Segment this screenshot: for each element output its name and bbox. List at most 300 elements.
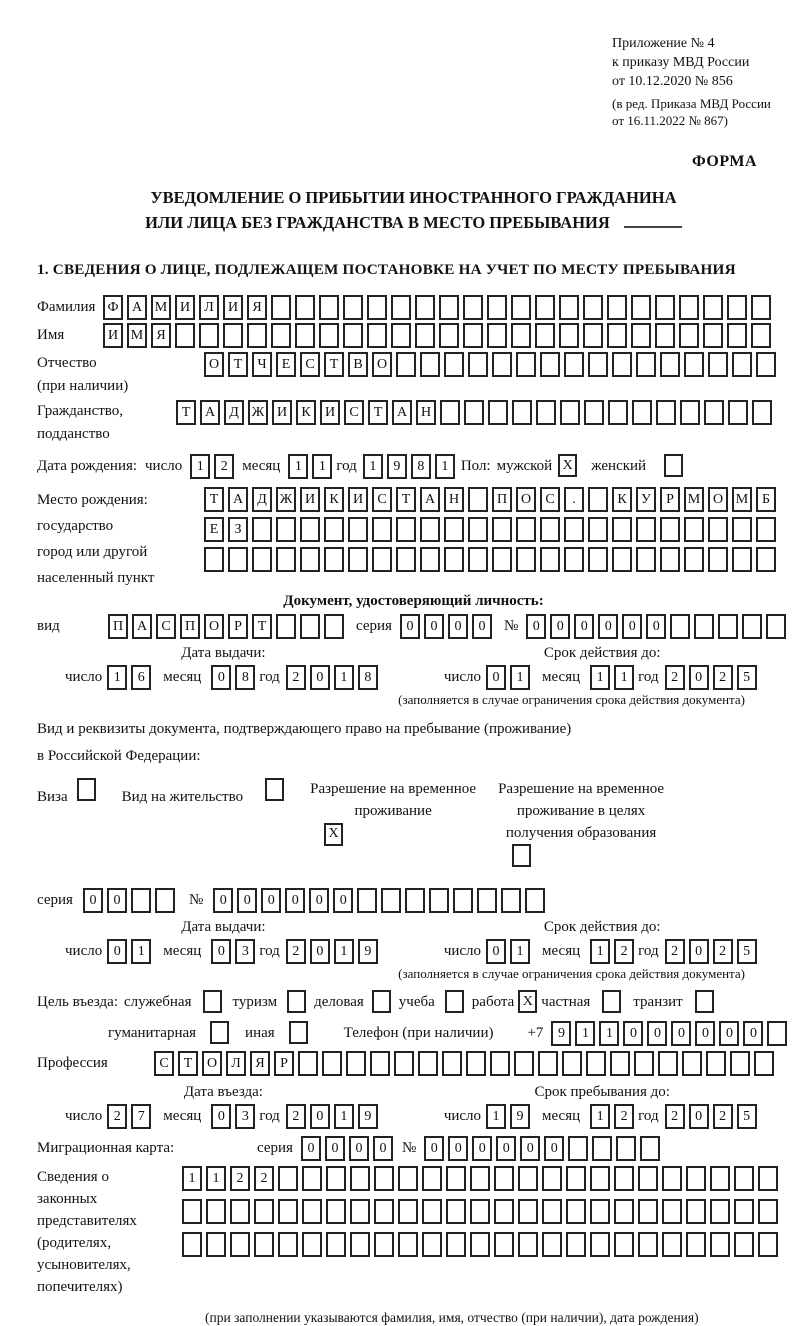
birthplace-grid-row3[interactable] [204, 547, 780, 572]
char-cell: 0 [526, 614, 546, 639]
char-cell: М [127, 323, 147, 348]
char-cell: 1 [131, 939, 151, 964]
char-cell [710, 1232, 730, 1257]
char-cell [357, 888, 377, 913]
purpose-other-checkbox[interactable] [289, 1021, 308, 1044]
char-cell [616, 1136, 636, 1161]
char-cell [636, 352, 656, 377]
char-cell: 0 [310, 1104, 330, 1129]
birth-month-grid[interactable] [288, 454, 336, 479]
char-cell [446, 1199, 466, 1224]
char-cell [415, 295, 435, 320]
char-cell [562, 1051, 582, 1076]
purpose-humanitarian-label: гуманитарная [108, 1025, 197, 1041]
surname-row [37, 295, 790, 320]
char-cell [326, 1166, 346, 1191]
char-cell: Р [228, 614, 248, 639]
char-cell: О [204, 614, 224, 639]
char-cell [730, 1051, 750, 1076]
char-cell: Я [250, 1051, 270, 1076]
residence-issue-month-grid[interactable] [211, 939, 259, 964]
char-cell: 2 [665, 939, 685, 964]
residence-permit-label: Вид на жительство [121, 789, 244, 805]
stay-day-grid[interactable] [486, 1104, 534, 1129]
char-cell [453, 888, 473, 913]
purpose-1-checkbox[interactable] [287, 990, 306, 1013]
char-cell [446, 1232, 466, 1257]
char-cell: 0 [496, 1136, 516, 1161]
purpose-3-checkbox[interactable] [445, 990, 464, 1013]
char-cell [295, 323, 315, 348]
day-label: число [65, 1108, 103, 1124]
purpose-3-label: учеба [398, 994, 435, 1010]
purpose-6-label: транзит [633, 994, 683, 1010]
char-cell: Д [224, 400, 244, 425]
char-cell [638, 1199, 658, 1224]
char-cell: 1 [288, 454, 308, 479]
char-cell: 0 [310, 665, 330, 690]
char-cell [463, 323, 483, 348]
char-cell: С [156, 614, 176, 639]
char-cell: 0 [486, 665, 506, 690]
patronymic-grid[interactable] [204, 352, 780, 377]
purpose-2-checkbox[interactable] [372, 990, 391, 1013]
representatives-grids [182, 1166, 790, 1262]
birthplace-grid-row1[interactable] [204, 487, 780, 512]
char-cell [592, 1136, 612, 1161]
char-cell [494, 1232, 514, 1257]
char-cell [199, 323, 219, 348]
char-cell [444, 517, 464, 542]
section1-heading: 1. СВЕДЕНИЯ О ЛИЦЕ, ПОДЛЕЖАЩЕМ ПОСТАНОВКЕ НА УЧЕТ ПО МЕСТУ ПРЕБЫВАНИЯ [37, 261, 736, 278]
char-cell: 6 [131, 665, 151, 690]
char-cell: 2 [614, 939, 634, 964]
entry-day-grid[interactable] [107, 1104, 155, 1129]
char-cell [391, 295, 411, 320]
char-cell: 0 [424, 1136, 444, 1161]
birth-day-grid[interactable] [190, 454, 238, 479]
visa-checkbox[interactable] [77, 778, 96, 801]
char-cell: 0 [211, 1104, 231, 1129]
char-cell [230, 1199, 250, 1224]
stay-year-grid[interactable] [665, 1104, 761, 1129]
char-cell [477, 888, 497, 913]
char-cell: 0 [237, 888, 257, 913]
char-cell: Т [396, 487, 416, 512]
char-cell [230, 1232, 250, 1257]
char-cell [298, 1051, 318, 1076]
char-cell [703, 295, 723, 320]
char-cell [278, 1166, 298, 1191]
char-cell [278, 1232, 298, 1257]
char-cell [487, 323, 507, 348]
surname-grid[interactable] [103, 295, 775, 320]
entry-dates [37, 1084, 790, 1129]
char-cell [734, 1199, 754, 1224]
char-cell [542, 1199, 562, 1224]
birthdate-label: Дата рождения: [37, 458, 138, 474]
char-cell [684, 352, 704, 377]
char-cell [300, 614, 320, 639]
char-cell [542, 1232, 562, 1257]
char-cell [518, 1199, 538, 1224]
char-cell: А [132, 614, 152, 639]
char-cell [350, 1166, 370, 1191]
appendix-line: Приложение № 4 [612, 36, 715, 51]
char-cell [374, 1232, 394, 1257]
male-checkbox[interactable]: X [558, 454, 577, 477]
char-cell [636, 517, 656, 542]
char-cell: 2 [230, 1166, 250, 1191]
char-cell: 7 [131, 1104, 151, 1129]
char-cell [655, 295, 675, 320]
char-cell [418, 1051, 438, 1076]
identity-issue-month-grid[interactable] [211, 665, 259, 690]
char-cell [632, 400, 652, 425]
char-cell: 0 [671, 1021, 691, 1046]
char-cell: О [372, 352, 392, 377]
char-cell: 0 [424, 614, 444, 639]
year-label: год [259, 1108, 280, 1124]
identity-valid-month-grid[interactable] [590, 665, 638, 690]
char-cell [734, 1166, 754, 1191]
char-cell: 2 [713, 939, 733, 964]
char-cell [660, 547, 680, 572]
entry-year-grid[interactable] [286, 1104, 382, 1129]
char-cell [559, 295, 579, 320]
purpose-4-label: работа [471, 994, 515, 1010]
residence-number-grid[interactable] [213, 888, 549, 913]
char-cell [468, 547, 488, 572]
char-cell [656, 400, 676, 425]
char-cell [468, 487, 488, 512]
char-cell [324, 614, 344, 639]
char-cell: 9 [510, 1104, 530, 1129]
char-cell [631, 295, 651, 320]
edu-residence-option [498, 778, 664, 874]
char-cell [516, 517, 536, 542]
char-cell: 2 [286, 1104, 306, 1129]
char-cell: У [636, 487, 656, 512]
char-cell [501, 888, 521, 913]
visa-label: Виза [37, 789, 68, 805]
char-cell [583, 323, 603, 348]
char-cell [742, 614, 762, 639]
char-cell [276, 614, 296, 639]
char-cell [710, 1199, 730, 1224]
residence-dates [37, 919, 790, 964]
mc-series-label: серия [257, 1140, 293, 1156]
residence-valid-year-grid[interactable] [665, 939, 761, 964]
char-cell [751, 295, 771, 320]
month-label: месяц [163, 669, 202, 685]
female-checkbox[interactable] [664, 454, 683, 477]
char-cell: 2 [665, 1104, 685, 1129]
char-cell: 2 [286, 939, 306, 964]
char-cell: И [272, 400, 292, 425]
char-cell [204, 547, 224, 572]
char-cell [766, 614, 786, 639]
identity-issue-group [65, 645, 382, 690]
char-cell: 0 [622, 614, 642, 639]
char-cell [607, 323, 627, 348]
name-grid[interactable] [103, 323, 775, 348]
char-cell: 1 [190, 454, 210, 479]
char-cell [612, 517, 632, 542]
representatives-grid-row3[interactable] [182, 1232, 782, 1257]
char-cell [684, 547, 704, 572]
char-cell [346, 1051, 366, 1076]
char-cell [662, 1199, 682, 1224]
char-cell [588, 487, 608, 512]
char-cell: 3 [235, 939, 255, 964]
char-cell: Т [228, 352, 248, 377]
char-cell [444, 547, 464, 572]
char-cell: Ж [276, 487, 296, 512]
char-cell [734, 1232, 754, 1257]
visa-option [37, 778, 96, 808]
char-cell: Я [151, 323, 171, 348]
char-cell [494, 1166, 514, 1191]
char-cell [540, 547, 560, 572]
entry-date-title: Дата въезда: [183, 1084, 263, 1100]
char-cell: О [516, 487, 536, 512]
char-cell [223, 323, 243, 348]
char-cell: 1 [590, 1104, 610, 1129]
char-cell: Л [226, 1051, 246, 1076]
appendix-line: к приказу МВД России [612, 55, 750, 70]
char-cell: 1 [334, 939, 354, 964]
char-cell: А [200, 400, 220, 425]
representatives-grid-row2[interactable] [182, 1199, 782, 1224]
char-cell [588, 547, 608, 572]
char-cell [492, 517, 512, 542]
residence-series-grid[interactable] [83, 888, 179, 913]
name-label: Имя [37, 327, 65, 343]
char-cell: . [564, 487, 584, 512]
char-cell: С [154, 1051, 174, 1076]
identity-number-label: № [503, 618, 519, 634]
char-cell [525, 888, 545, 913]
char-cell: М [684, 487, 704, 512]
month-label: месяц [163, 1108, 202, 1124]
char-cell [540, 517, 560, 542]
valid-until-title: Срок действия до: [543, 645, 661, 661]
profession-grid[interactable] [154, 1051, 778, 1076]
char-cell [374, 1199, 394, 1224]
year-label: год [638, 943, 659, 959]
char-cell: 0 [400, 614, 420, 639]
char-cell [466, 1051, 486, 1076]
char-cell [228, 547, 248, 572]
residence-permit-option [122, 778, 284, 808]
char-cell [439, 295, 459, 320]
char-cell [319, 295, 339, 320]
char-cell: 0 [689, 1104, 709, 1129]
purpose-humanitarian-checkbox[interactable] [210, 1021, 229, 1044]
char-cell: 3 [235, 1104, 255, 1129]
identity-type-grid[interactable] [108, 614, 348, 639]
char-cell [614, 1166, 634, 1191]
birthplace-grid-row2[interactable] [204, 517, 780, 542]
edu-residence-label: Разрешение на временное проживание в целях получения образования [498, 781, 665, 841]
char-cell [254, 1199, 274, 1224]
char-cell [680, 400, 700, 425]
char-cell [182, 1199, 202, 1224]
edu-residence-checkbox[interactable] [512, 844, 531, 867]
char-cell: 2 [286, 665, 306, 690]
char-cell [638, 1232, 658, 1257]
citizenship-grid[interactable] [176, 400, 776, 425]
char-cell: Н [444, 487, 464, 512]
char-cell [343, 323, 363, 348]
identity-issue-day-grid[interactable] [107, 665, 155, 690]
char-cell: 0 [719, 1021, 739, 1046]
char-cell [583, 295, 603, 320]
char-cell [468, 517, 488, 542]
profession-label: Профессия [37, 1055, 108, 1071]
char-cell: 0 [310, 939, 330, 964]
char-cell: 1 [510, 939, 530, 964]
month-label: месяц [163, 943, 202, 959]
char-cell: Т [252, 614, 272, 639]
char-cell: М [151, 295, 171, 320]
identity-valid-day-grid[interactable] [486, 665, 534, 690]
char-cell [684, 517, 704, 542]
char-cell [538, 1051, 558, 1076]
residence-permit-checkbox[interactable] [265, 778, 284, 801]
purpose-5-label: частная [541, 994, 591, 1010]
purpose-4-checkbox[interactable]: X [518, 990, 537, 1013]
char-cell [420, 352, 440, 377]
purpose-0-checkbox[interactable] [203, 990, 222, 1013]
residence-issue-day-grid[interactable] [107, 939, 155, 964]
char-cell: 0 [689, 939, 709, 964]
char-cell [488, 400, 508, 425]
char-cell [708, 547, 728, 572]
residence-valid-day-grid[interactable] [486, 939, 534, 964]
char-cell [636, 547, 656, 572]
char-cell: 0 [333, 888, 353, 913]
char-cell [511, 295, 531, 320]
char-cell [631, 323, 651, 348]
identity-number-grid[interactable] [526, 614, 790, 639]
char-cell [590, 1166, 610, 1191]
year-label: год [336, 458, 357, 474]
char-cell [686, 1232, 706, 1257]
birth-year-grid[interactable] [363, 454, 459, 479]
purpose-5-checkbox[interactable] [602, 990, 621, 1013]
char-cell: 1 [334, 665, 354, 690]
char-cell [295, 295, 315, 320]
char-cell: 1 [312, 454, 332, 479]
stay-month-grid[interactable] [590, 1104, 638, 1129]
representatives-grid-row1[interactable] [182, 1166, 782, 1191]
char-cell [319, 323, 339, 348]
char-cell [679, 295, 699, 320]
residence-valid-month-grid[interactable] [590, 939, 638, 964]
char-cell: В [348, 352, 368, 377]
char-cell: 9 [387, 454, 407, 479]
char-cell: 0 [647, 1021, 667, 1046]
identity-series-grid[interactable] [400, 614, 496, 639]
identity-issue-year-grid[interactable] [286, 665, 382, 690]
char-cell: 1 [599, 1021, 619, 1046]
char-cell: Ж [248, 400, 268, 425]
mc-number-grid[interactable] [424, 1136, 664, 1161]
char-cell [420, 547, 440, 572]
phone-grid[interactable] [551, 1021, 791, 1046]
purpose-2-label: деловая [314, 994, 364, 1010]
char-cell: 5 [737, 665, 757, 690]
char-cell: 1 [363, 454, 383, 479]
char-cell: 0 [574, 614, 594, 639]
char-cell [276, 547, 296, 572]
month-label: месяц [542, 669, 581, 685]
char-cell [343, 295, 363, 320]
char-cell [588, 352, 608, 377]
char-cell: 0 [448, 614, 468, 639]
residence-issue-year-grid[interactable] [286, 939, 382, 964]
char-cell: Т [204, 487, 224, 512]
purpose-6-checkbox[interactable] [695, 990, 714, 1013]
char-cell [278, 1199, 298, 1224]
char-cell: Е [276, 352, 296, 377]
char-cell [302, 1232, 322, 1257]
char-cell: 1 [107, 665, 127, 690]
mc-series-grid[interactable] [301, 1136, 397, 1161]
purpose-1-label: туризм [232, 994, 278, 1010]
char-cell: Д [252, 487, 272, 512]
char-cell [566, 1166, 586, 1191]
residence-series-label: серия [37, 892, 73, 908]
stay-until-group [444, 1084, 761, 1129]
char-cell: И [300, 487, 320, 512]
char-cell [350, 1232, 370, 1257]
char-cell [300, 517, 320, 542]
char-cell [252, 517, 272, 542]
entry-month-grid[interactable] [211, 1104, 259, 1129]
char-cell: И [348, 487, 368, 512]
birthplace-block [37, 487, 790, 591]
char-cell: 0 [689, 665, 709, 690]
char-cell [718, 614, 738, 639]
char-cell: С [344, 400, 364, 425]
char-cell: А [392, 400, 412, 425]
char-cell: 1 [510, 665, 530, 690]
identity-series-label: серия [356, 618, 392, 634]
day-label: число [443, 943, 482, 959]
char-cell: 5 [737, 1104, 757, 1129]
char-cell: 2 [614, 1104, 634, 1129]
char-cell [686, 1166, 706, 1191]
surname-label: Фамилия [37, 299, 96, 315]
char-cell: А [420, 487, 440, 512]
char-cell [758, 1232, 778, 1257]
identity-valid-year-grid[interactable] [665, 665, 761, 690]
char-cell [535, 295, 555, 320]
char-cell [175, 323, 195, 348]
char-cell [487, 295, 507, 320]
temp-residence-checkbox[interactable]: X [324, 823, 343, 846]
char-cell [381, 888, 401, 913]
patronymic-row [37, 352, 790, 398]
char-cell: 0 [107, 888, 127, 913]
char-cell: Ч [252, 352, 272, 377]
char-cell [756, 352, 776, 377]
temp-residence-option [310, 778, 476, 846]
char-cell [518, 1166, 538, 1191]
